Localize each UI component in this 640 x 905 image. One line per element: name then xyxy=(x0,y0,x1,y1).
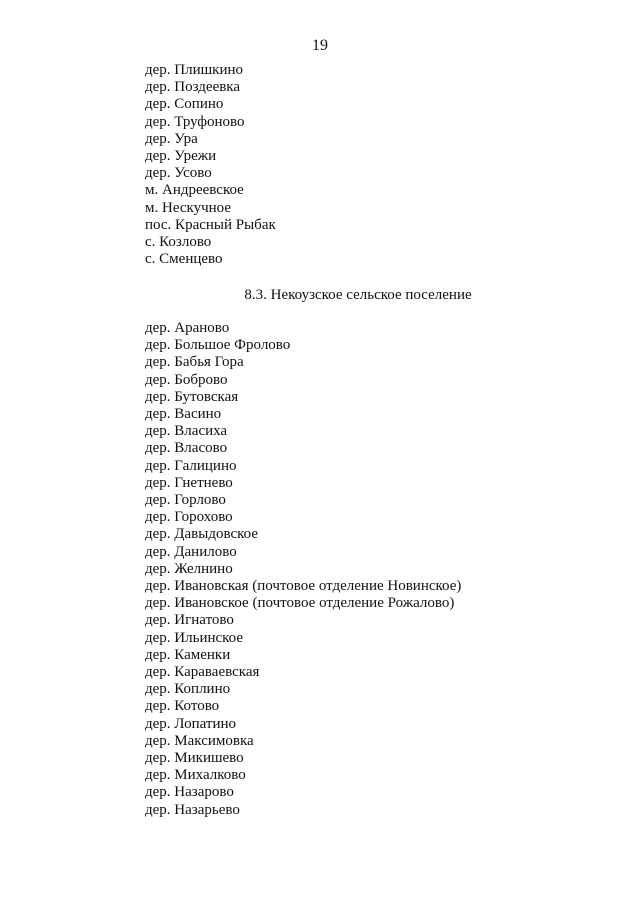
list-item: дер. Михалково xyxy=(145,767,246,784)
list-item: дер. Котово xyxy=(145,698,220,715)
list-item: пос. Красный Рыбак xyxy=(145,216,276,233)
list-item: дер. Данилово xyxy=(145,543,237,560)
list-item: дер. Галицино xyxy=(145,457,237,474)
list-item: м. Нескучное xyxy=(145,199,232,216)
list-item: дер. Плишкино xyxy=(145,62,244,78)
list-item: дер. Микишево xyxy=(145,750,244,767)
list-item: дер. Власово xyxy=(145,440,228,457)
page-number: 19 xyxy=(312,37,328,54)
list-item: дер. Ивановское (почтовое отделение Рожалово) xyxy=(145,595,455,612)
list-item: дер. Давыдовское xyxy=(145,526,258,543)
list-item: дер. Бабья Гора xyxy=(145,354,244,371)
list-item: дер. Ура xyxy=(145,130,198,147)
list-item: с. Сменцево xyxy=(145,251,223,268)
list-item: дер. Караваевская xyxy=(145,664,260,681)
list-item: м. Андреевское xyxy=(145,182,244,199)
list-item: дер. Горохово xyxy=(145,509,233,526)
list-item: дер. Назарьево xyxy=(145,801,240,818)
list-item: дер. Желнино xyxy=(145,560,233,577)
list-item: дер. Большое Фролово xyxy=(145,337,291,354)
list-item: дер. Васино xyxy=(145,406,222,423)
list-item: дер. Власиха xyxy=(145,423,228,440)
list-item: дер. Труфоново xyxy=(145,113,245,130)
list-item: дер. Бутовская xyxy=(145,388,239,405)
list-item: дер. Игнатово xyxy=(145,612,234,629)
list-item: дер. Максимовка xyxy=(145,732,254,749)
list-item: с. Козлово xyxy=(145,234,212,251)
list-item: дер. Поздеевка xyxy=(145,79,241,96)
list-item: дер. Гнетнево xyxy=(145,474,233,491)
list-item: дер. Ивановская (почтовое отделение Новинское) xyxy=(145,578,462,595)
list-item: дер. Коплино xyxy=(145,681,231,698)
section-heading: 8.3. Некоузское сельское поселение xyxy=(244,287,472,303)
settlement-list-continued xyxy=(145,62,276,268)
list-item: дер. Араново xyxy=(145,320,230,336)
list-item: дер. Ильинское xyxy=(145,629,244,646)
list-item: дер. Лопатино xyxy=(145,715,236,732)
list-item: дер. Каменки xyxy=(145,646,231,663)
list-item: дер. Назарово xyxy=(145,784,234,801)
list-item: дер. Сопино xyxy=(145,96,224,113)
list-item: дер. Урежи xyxy=(145,148,217,165)
list-item: дер. Горлово xyxy=(145,492,226,509)
list-item: дер. Усово xyxy=(145,165,212,182)
list-item: дер. Боброво xyxy=(145,371,228,388)
settlement-list-nekouz xyxy=(145,320,461,819)
